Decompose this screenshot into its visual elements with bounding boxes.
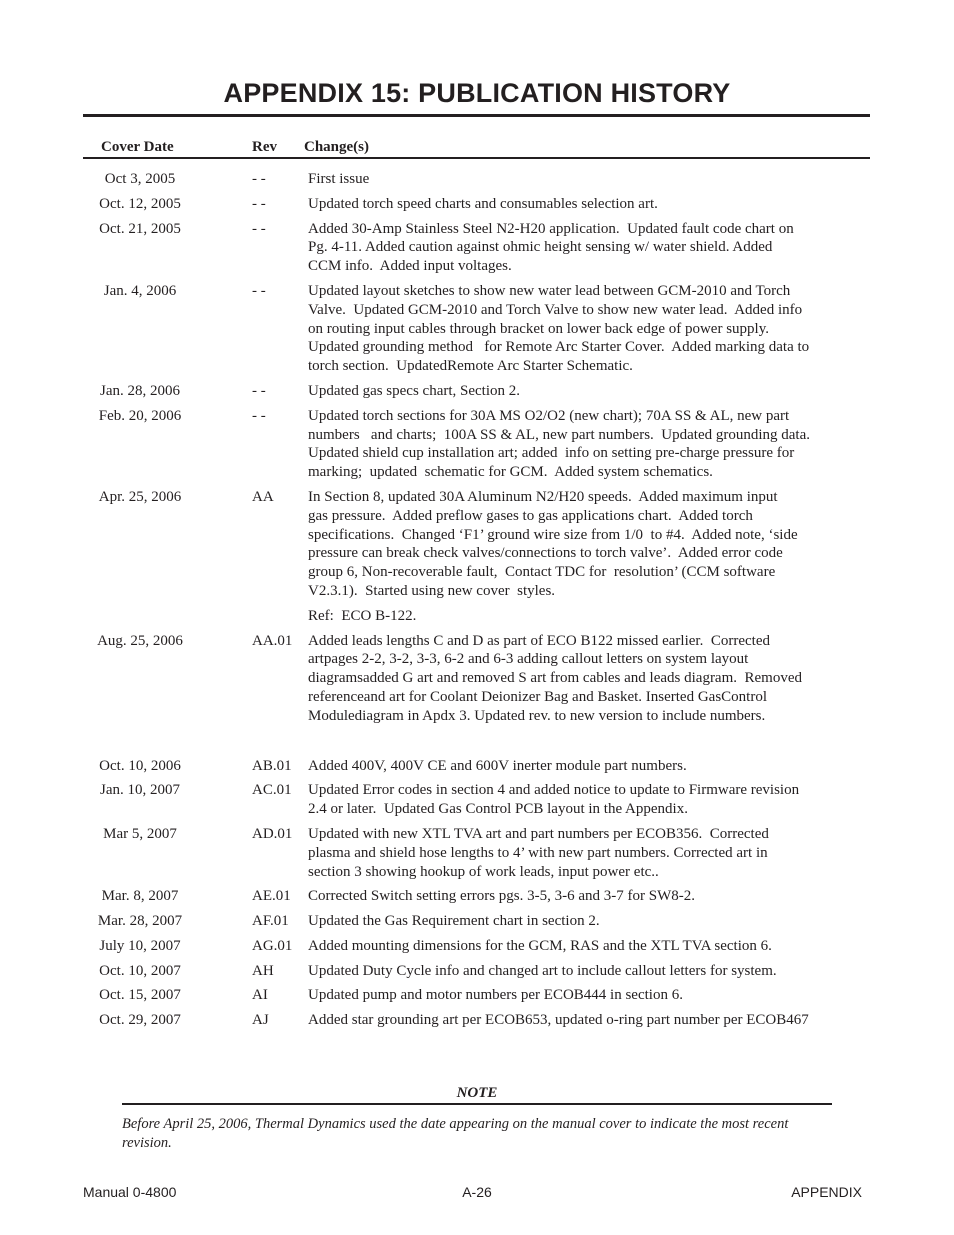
changes-cell xyxy=(308,220,876,276)
publication-history-table xyxy=(0,170,954,1036)
rev-cell: AC.01 xyxy=(252,782,292,799)
cover-date-cell: Aug. 25, 2006 xyxy=(97,632,183,649)
table-row xyxy=(0,632,954,726)
cover-date-cell: Oct. 21, 2005 xyxy=(99,220,181,237)
column-header-changes: Change(s) xyxy=(304,139,370,155)
change-line: Added mounting dimensions for the GCM, RAS and the XTL TVA section 6. xyxy=(308,937,772,954)
table-row xyxy=(0,937,954,956)
change-line: referenceand art for Coolant Deionizer Bag and Basket. Inserted GasControl xyxy=(308,688,767,705)
change-line: Added star grounding art per ECOB653, updated o-ring part number per ECOB467 xyxy=(308,1012,809,1029)
change-line: Updated the Gas Requirement chart in section 2. xyxy=(308,913,600,930)
table-row xyxy=(0,962,954,981)
change-line: Added 400V, 400V CE and 600V inerter module part numbers. xyxy=(308,757,687,774)
change-line: specifications. Changed ‘F1’ ground wire size from 1/0 to #4. Added note, ‘side xyxy=(308,526,798,543)
table-row xyxy=(0,825,954,881)
cover-date-cell: Mar. 28, 2007 xyxy=(97,913,183,930)
change-line: First issue xyxy=(308,171,370,187)
rev-cell: AB.01 xyxy=(252,757,292,774)
header-rule xyxy=(83,157,870,159)
cover-date-cell: Mar. 8, 2007 xyxy=(101,888,179,905)
note-text: Before April 25, 2006, Thermal Dynamics used the date appearing on the manual cover to indicate the most recent revision. xyxy=(122,1116,789,1151)
change-line: Valve. Updated GCM-2010 and Torch Valve to show new water lead. Added info xyxy=(308,301,803,318)
change-line: Updated with new XTL TVA art and part numbers per ECOB356. Corrected xyxy=(308,825,769,842)
rev-cell: - - xyxy=(252,171,266,187)
changes-cell xyxy=(308,937,876,956)
changes-cell xyxy=(308,825,876,881)
change-line: Updated torch speed charts and consumables selection art. xyxy=(308,195,658,212)
cover-date-cell: Oct 3, 2005 xyxy=(104,171,176,187)
cover-date-cell: Oct. 10, 2007 xyxy=(99,962,181,979)
rev-cell: - - xyxy=(252,195,266,212)
change-line: artpages 2-2, 3-2, 3-3, 6-2 and 6-3 adding callout letters on system layout xyxy=(308,651,749,668)
change-line: numbers and charts; 100A SS & AL, new part numbers. Updated grounding data. xyxy=(308,426,811,443)
title-rule xyxy=(83,114,870,117)
table-row xyxy=(0,986,954,1005)
cover-date-cell: Apr. 25, 2006 xyxy=(98,488,182,505)
table-row xyxy=(0,382,954,401)
change-line: Added leads lengths C and D as part of ECO B122 missed earlier. Corrected xyxy=(308,632,770,649)
table-row xyxy=(0,282,954,376)
change-line: 2.4 or later. Updated Gas Control PCB layout in the Appendix. xyxy=(308,801,688,818)
rev-cell: - - xyxy=(252,282,266,299)
note-rule xyxy=(122,1103,832,1105)
change-line: section 3 showing hookup of work leads, input power etc.. xyxy=(308,863,659,880)
change-line: Updated torch sections for 30A MS O2/O2 (new chart); 70A SS & AL, new part xyxy=(308,407,790,424)
changes-cell xyxy=(308,282,876,376)
change-line: torch section. UpdatedRemote Arc Starter Schematic. xyxy=(308,358,633,375)
change-line: Updated layout sketches to show new water lead between GCM-2010 and Torch xyxy=(308,282,791,299)
changes-cell xyxy=(308,382,876,401)
cover-date-cell: Oct. 12, 2005 xyxy=(99,195,181,212)
change-line: Updated Duty Cycle info and changed art to include callout letters for system. xyxy=(308,962,777,979)
change-line: plasma and shield hose lengths to 4’ with new part numbers. Corrected art in xyxy=(308,844,768,861)
footer-manual-number: Manual 0-4800 xyxy=(83,1184,177,1200)
change-line: Updated grounding method for Remote Arc Starter Cover. Added marking data to xyxy=(308,339,810,356)
change-line: Modulediagram in Apdx 3. Updated rev. to new version to include numbers. xyxy=(308,707,766,724)
table-row xyxy=(0,1011,954,1030)
change-line: gas pressure. Added preflow gases to gas applications chart. Added torch xyxy=(308,507,753,524)
changes-cell xyxy=(308,986,876,1005)
cover-date-cell: Oct. 29, 2007 xyxy=(99,1012,181,1029)
rev-cell: AF.01 xyxy=(252,913,289,930)
cover-date-cell: Mar 5, 2007 xyxy=(103,825,177,842)
table-row xyxy=(0,407,954,482)
rev-cell: - - xyxy=(252,220,266,237)
change-line: Pg. 4-11. Added caution against ohmic height sensing w/ water shield. Added xyxy=(308,239,773,256)
changes-cell xyxy=(308,912,876,931)
cover-date-cell: Oct. 10, 2006 xyxy=(99,757,181,774)
rev-cell: AE.01 xyxy=(252,888,291,905)
note-title: NOTE xyxy=(456,1085,498,1101)
rev-cell: - - xyxy=(252,407,266,424)
changes-cell xyxy=(308,170,876,189)
table-row xyxy=(0,220,954,276)
cover-date-cell: Jan. 28, 2006 xyxy=(100,382,180,399)
change-line: Corrected Switch setting errors pgs. 3-5, 3-6 and 3-7 for SW8-2. xyxy=(308,888,695,905)
rev-cell: AH xyxy=(252,962,274,979)
change-line: pressure can break check valves/connections to torch valve’. Added error code xyxy=(308,545,783,562)
change-line: Updated Error codes in section 4 and added notice to update to Firmware revision xyxy=(308,782,800,799)
changes-cell xyxy=(308,407,876,482)
change-line: Updated shield cup installation art; added info on setting pre-charge pressure for xyxy=(308,445,795,462)
changes-cell xyxy=(308,781,876,819)
changes-cell xyxy=(308,632,876,726)
table-row xyxy=(0,781,954,819)
footer-page-number: A-26 xyxy=(462,1184,492,1200)
table-row xyxy=(0,607,954,626)
change-line: marking; updated schematic for GCM. Added system schematics. xyxy=(308,464,713,481)
changes-cell xyxy=(308,757,876,776)
cover-date-cell: July 10, 2007 xyxy=(99,937,181,954)
column-header-rev: Rev xyxy=(252,139,277,155)
rev-cell: AJ xyxy=(252,1012,269,1029)
change-line: V2.3.1). Started using new cover styles. xyxy=(308,582,556,599)
table-row xyxy=(0,757,954,776)
changes-cell xyxy=(308,962,876,981)
footer-section: APPENDIX xyxy=(791,1184,862,1200)
table-row xyxy=(0,170,954,189)
change-line: In Section 8, updated 30A Aluminum N2/H20 speeds. Added maximum input xyxy=(308,488,778,505)
rev-cell: AA.01 xyxy=(252,632,293,649)
table-row xyxy=(0,195,954,214)
rev-cell: AA xyxy=(252,488,274,505)
page-title: APPENDIX 15: PUBLICATION HISTORY xyxy=(223,78,731,108)
change-line: CCM info. Added input voltages. xyxy=(308,258,512,275)
changes-cell xyxy=(308,887,876,906)
change-line: Updated gas specs chart, Section 2. xyxy=(308,382,521,399)
change-line: Updated pump and motor numbers per ECOB444 in section 6. xyxy=(308,987,683,1004)
rev-cell: - - xyxy=(252,382,266,399)
table-row xyxy=(0,912,954,931)
change-line: group 6, Non-recoverable fault, Contact TDC for resolution’ (CCM software xyxy=(308,564,776,581)
change-line: Ref: ECO B-122. xyxy=(308,607,417,624)
cover-date-cell: Jan. 10, 2007 xyxy=(100,782,180,799)
rev-cell: AD.01 xyxy=(252,825,293,842)
cover-date-cell: Jan. 4, 2006 xyxy=(103,282,177,299)
cover-date-cell: Feb. 20, 2006 xyxy=(98,407,182,424)
change-line: on routing input cables through bracket on lower back edge of power supply. xyxy=(308,320,769,337)
changes-cell xyxy=(308,488,876,601)
table-row xyxy=(0,887,954,906)
table-row xyxy=(0,488,954,601)
rev-cell: AG.01 xyxy=(252,937,293,954)
changes-cell xyxy=(308,607,876,626)
change-line: Added 30-Amp Stainless Steel N2-H20 application. Updated fault code chart on xyxy=(308,220,794,237)
change-line: diagramsadded G art and removed S art from cables and leads diagram. Removed xyxy=(308,670,802,687)
cover-date-cell: Oct. 15, 2007 xyxy=(99,987,181,1004)
rev-cell: AI xyxy=(252,987,268,1004)
changes-cell xyxy=(308,1011,876,1030)
column-header-cover-date: Cover Date xyxy=(101,139,174,155)
changes-cell xyxy=(308,195,876,214)
